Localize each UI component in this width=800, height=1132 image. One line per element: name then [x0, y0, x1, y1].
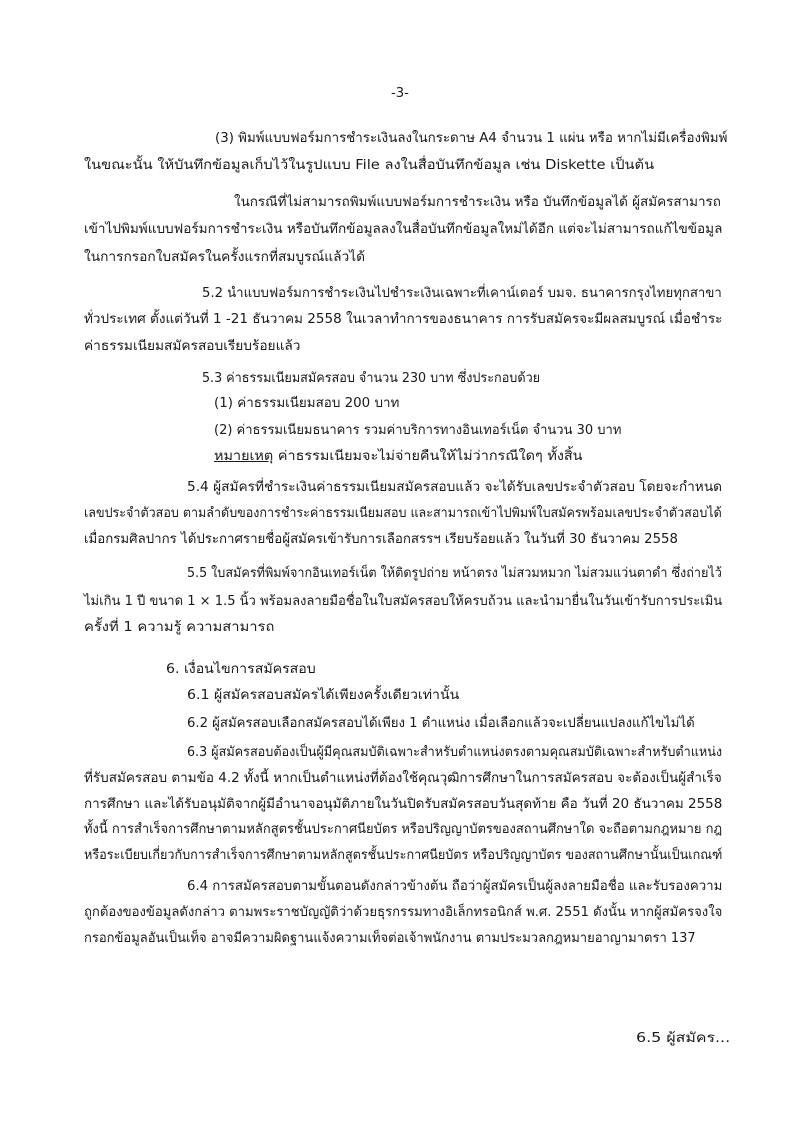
- text-line: (2) ค่าธรรมเนียมธนาคาร รวมค่าบริการทางอินเทอร์เน็ต จำนวน 30 บาท: [214, 423, 622, 438]
- text-line: ที่รับสมัครสอบ ตามข้อ 4.2 ทั้งนี้ หากเป็นตำแหน่งที่ต้องใช้คุณวุฒิการศึกษาในการสมัครสอบ จะต้องเป็นผู้สำเร็จ: [84, 771, 722, 786]
- note-label: หมายเหตุ: [214, 449, 274, 464]
- text-line: ทั้งนี้ การสำเร็จการศึกษาตามหลักสูตรชั้นประกาศนียบัตร หรือปริญญาบัตรของสถานศึกษาใด จะถือตามกฎหมาย กฎ: [84, 822, 723, 837]
- text-line: กรอกข้อมูลอันเป็นเท็จ อาจมีความผิดฐานแจ้งความเท็จต่อเจ้าพนักงาน ตามประมวลกฎหมายอาญามาตรา 137: [84, 931, 696, 946]
- text-line: 5.4 ผู้สมัครที่ชำระเงินค่าธรรมเนียมสมัครสอบแล้ว จะได้รับเลขประจำตัวสอบ โดยจะกำหนด: [187, 480, 723, 495]
- text-line: ค่าธรรมเนียมสมัครสอบเรียบร้อยแล้ว: [84, 339, 301, 354]
- text-line: ทั่วประเทศ ตั้งแต่วันที่ 1 -21 ธันวาคม 2558 ในเวลาทำการของธนาคาร การรับสมัครจะมีผลสมบูรณ์ เมื่อชำระ: [84, 312, 723, 327]
- page-number: -3-: [391, 86, 409, 101]
- continuation-text: 6.5 ผู้สมัคร...: [636, 1031, 731, 1046]
- text-line: เข้าไปพิมพ์แบบฟอร์มการชำระเงิน หรือบันทึกข้อมูลลงในสื่อบันทึกข้อมูลใหม่ได้อีก แต่จะไม่สามารถแก้ไขข้อมูล: [84, 222, 723, 237]
- text-line: 6.4 การสมัครสอบตามขั้นตอนดังกล่าวข้างต้น ถือว่าผู้สมัครเป็นผู้ลงลายมือชื่อ และรับรองความ: [187, 879, 723, 894]
- text-line: 5.2 นำแบบฟอร์มการชำระเงินไปชำระเงินเฉพาะที่เคาน์เตอร์ บมจ. ธนาคารกรุงไทยทุกสาขา: [202, 286, 722, 301]
- text-line: หรือระเบียบเกี่ยวกับการสำเร็จการศึกษาตามหลักสูตรชั้นประกาศนียบัตร หรือปริญญาบัตร ของสถานศึกษานั้นเป็นเกณฑ์: [84, 848, 723, 863]
- text-line: การศึกษา และได้รับอนุมัติจากผู้มีอำนาจอนุมัติภายในวันปิดรับสมัครสอบวันสุดท้าย คือ วันที่ 20 ธันวาคม 2558: [84, 797, 723, 812]
- section-heading: 6. เงื่อนไขการสมัครสอบ: [166, 662, 316, 677]
- text-line: เลขประจำตัวสอบ ตามลำดับของการชำระค่าธรรมเนียมสอบ และสามารถเข้าไปพิมพ์ใบสมัครพร้อมเลขประจำตัวสอบได้: [84, 506, 722, 521]
- text-line: ในขณะนั้น ให้บันทึกข้อมูลเก็บไว้ในรูปแบบ File ลงในสื่อบันทึกข้อมูล เช่น Diskette เป็นต้น: [84, 158, 655, 173]
- text-line: (3) พิมพ์แบบฟอร์มการชำระเงินลงในกระดาษ A4 จำนวน 1 แผ่น หรือ หากไม่มีเครื่องพิมพ์: [215, 131, 728, 146]
- text-line: 5.5 ใบสมัครที่พิมพ์จากอินเทอร์เน็ต ให้ติดรูปถ่าย หน้าตรง ไม่สวมหมวก ไม่สวมแว่นตาดำ ซึ่งถ่ายไว้: [187, 566, 722, 581]
- text-line: ไม่เกิน 1 ปี ขนาด 1 × 1.5 นิ้ว พร้อมลงลายมือชื่อในใบสมัครสอบให้ครบถ้วน และนำมายื่นในวันเข้ารับการประเมิน: [84, 594, 723, 609]
- text-line: เมื่อกรมศิลปากร ได้ประกาศรายชื่อผู้สมัครเข้ารับการเลือกสรรฯ เรียบร้อยแล้ว ในวันที่ 30 ธันวาคม 2558: [84, 532, 678, 547]
- text-line: 5.3 ค่าธรรมเนียมสมัครสอบ จำนวน 230 บาท ซึ่งประกอบด้วย: [202, 371, 541, 386]
- text-line: ครั้งที่ 1 ความรู้ ความสามารถ: [84, 620, 275, 635]
- text-line: [214, 449, 582, 465]
- text-line: 6.2 ผู้สมัครสอบเลือกสมัครสอบได้เพียง 1 ตำแหน่ง เมื่อเลือกแล้วจะเปลี่ยนแปลงแก้ไขไม่ได้: [187, 716, 695, 731]
- text-line: 6.1 ผู้สมัครสอบสมัครได้เพียงครั้งเดียวเท่านั้น: [187, 688, 460, 703]
- text-line: ถูกต้องของข้อมูลดังกล่าว ตามพระราชบัญญัติว่าด้วยธุรกรรมทางอิเล็กทรอนิกส์ พ.ศ. 2551 ดังนั้น หากผู้สมัครจงใจ: [84, 905, 723, 920]
- text-line: 6.3 ผู้สมัครสอบต้องเป็นผู้มีคุณสมบัติเฉพาะสำหรับตำแหน่งตรงตามคุณสมบัติเฉพาะสำหรับตำแหน่ง: [187, 745, 723, 760]
- note-text: ค่าธรรมเนียมจะไม่จ่ายคืนให้ไม่ว่ากรณีใดๆ ทั้งสิ้น: [277, 449, 583, 464]
- text-line: ในการกรอกใบสมัครในครั้งแรกที่สมบูรณ์แล้วได้: [84, 250, 366, 265]
- text-line: ในกรณีที่ไม่สามารถพิมพ์แบบฟอร์มการชำระเงิน หรือ บันทึกข้อมูลได้ ผู้สมัครสามารถ: [234, 195, 721, 210]
- text-line: (1) ค่าธรรมเนียมสอบ 200 บาท: [214, 396, 400, 411]
